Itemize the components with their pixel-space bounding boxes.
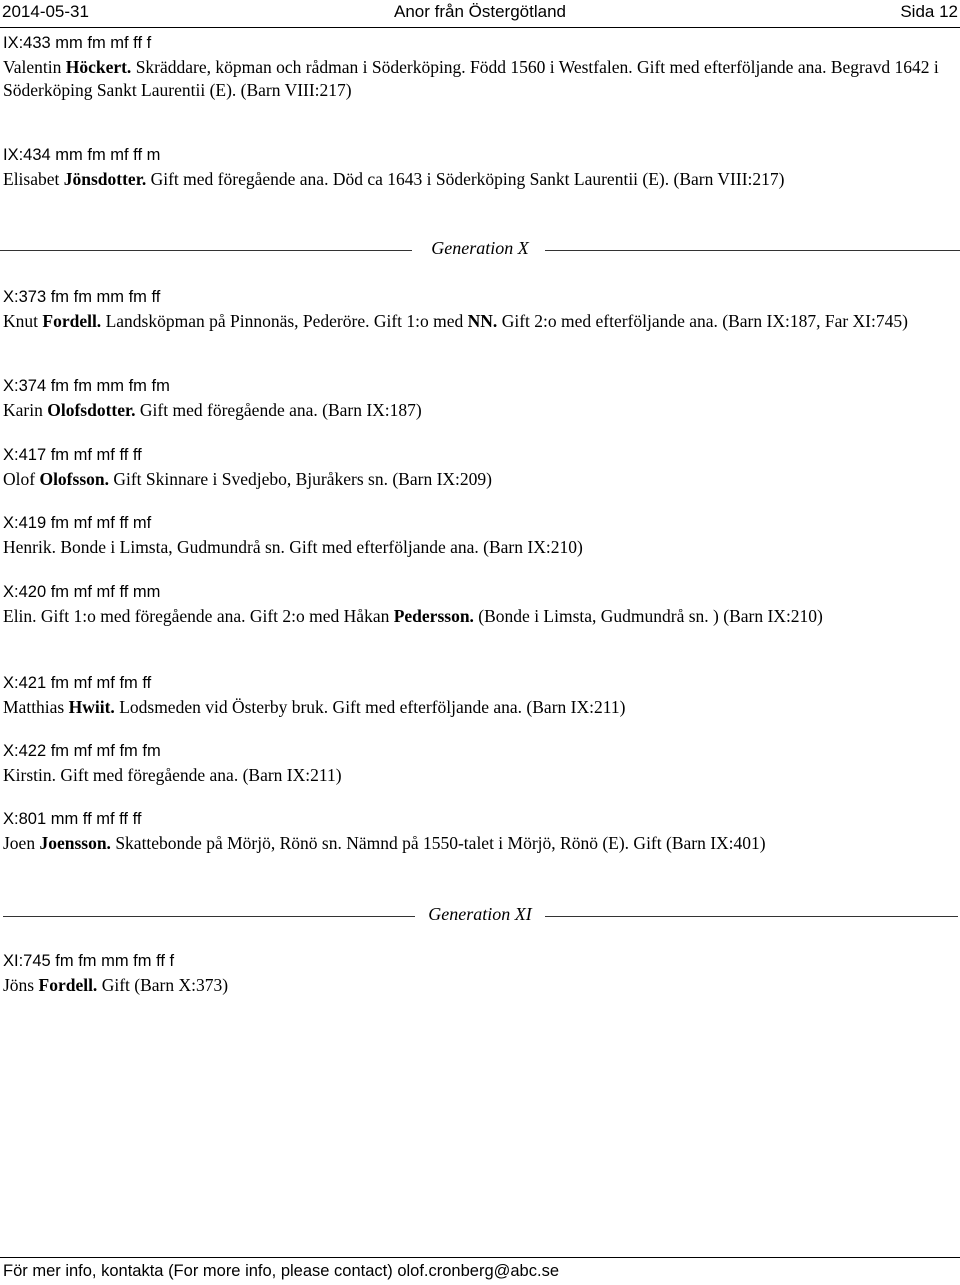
header-date: 2014-05-31 (2, 2, 89, 21)
ancestor-text: Jöns Fordell. Gift (Barn X:373) (3, 975, 229, 995)
ancestor-entry (3, 144, 958, 191)
ancestor-surname: NN. (467, 311, 498, 331)
ancestor-entry (3, 32, 958, 102)
ancestor-text: Knut Fordell. Landsköpman på Pinnonäs, Pederöre. Gift 1:o med NN. Gift 2:o med efterföljande ana. (Barn IX:187, Far XI:745) (3, 311, 908, 331)
ancestor-entry (3, 286, 958, 333)
header-page-number: Sida 12 (900, 2, 958, 21)
ancestor-text: Valentin Höckert. Skräddare, köpman och rådman i Söderköping. Född 1560 i Westfalen. Gift med efterföljande ana. Begravd 1642 i Söderköping Sankt Laurentii (E). (Barn VIII:217) (3, 57, 939, 100)
ancestor-text: Kirstin. Gift med föregående ana. (Barn IX:211) (3, 765, 342, 785)
ancestor-text: Joen Joensson. Skattebonde på Mörjö, Rönö sn. Nämnd på 1550-talet i Mörjö, Rönö (E). Gift (Barn IX:401) (3, 833, 766, 853)
ancestor-code: X:417 fm mf mf ff ff (3, 446, 142, 464)
ancestor-entry (3, 672, 958, 719)
ancestor-surname: Jönsdotter. (63, 169, 147, 189)
ancestor-surname: Fordell. (42, 311, 102, 331)
ancestor-entry (3, 444, 958, 491)
ancestor-entry (3, 740, 958, 787)
ancestor-text: Henrik. Bonde i Limsta, Gudmundrå sn. Gift med efterföljande ana. (Barn IX:210) (3, 537, 583, 557)
divider-line (545, 916, 958, 917)
ancestor-code: X:801 mm ff mf ff ff (3, 810, 142, 828)
ancestor-surname: Olofsdotter. (47, 400, 136, 420)
ancestor-text: Elisabet Jönsdotter. Gift med föregående ana. Död ca 1643 i Söderköping Sankt Laurentii (E). (Barn VIII:217) (3, 169, 785, 189)
ancestor-code: X:373 fm fm mm fm ff (3, 288, 161, 306)
footer-rule (0, 1257, 960, 1258)
ancestor-code: X:374 fm fm mm fm fm (3, 377, 170, 395)
divider-line (545, 250, 960, 251)
ancestor-surname: Pedersson. (393, 606, 474, 626)
ancestor-code: X:422 fm mf mf fm fm (3, 742, 161, 760)
header-title: Anor från Östergötland (394, 2, 566, 21)
ancestor-surname: Fordell. (38, 975, 98, 995)
page-footer: För mer info, kontakta (For more info, please contact) olof.cronberg@abc.se (3, 1262, 559, 1280)
ancestor-text: Elin. Gift 1:o med föregående ana. Gift 2:o med Håkan Pedersson. (Bonde i Limsta, Gudmundrå sn. ) (Barn IX:210) (3, 606, 823, 626)
ancestor-entry (3, 808, 958, 855)
ancestor-surname: Höckert. (65, 57, 132, 77)
ancestor-code: X:420 fm mf mf ff mm (3, 583, 161, 601)
ancestor-text: Karin Olofsdotter. Gift med föregående ana. (Barn IX:187) (3, 400, 422, 420)
ancestor-code: X:419 fm mf mf ff mf (3, 514, 152, 532)
ancestor-entry (3, 375, 958, 422)
ancestor-code: XI:745 fm fm mm fm ff f (3, 952, 175, 970)
ancestor-text: Matthias Hwiit. Lodsmeden vid Österby bruk. Gift med efterföljande ana. (Barn IX:211) (3, 697, 626, 717)
ancestor-entry (3, 950, 958, 997)
ancestor-code: X:421 fm mf mf fm ff (3, 674, 152, 692)
generation-label: Generation X (431, 238, 529, 258)
ancestor-entry (3, 512, 958, 559)
ancestor-surname: Hwiit. (68, 697, 115, 717)
ancestor-surname: Olofsson. (39, 469, 109, 489)
ancestor-code: IX:433 mm fm mf ff f (3, 34, 152, 52)
ancestor-text: Olof Olofsson. Gift Skinnare i Svedjebo, Bjuråkers sn. (Barn IX:209) (3, 469, 492, 489)
generation-divider (0, 238, 960, 264)
ancestor-surname: Joensson. (39, 833, 111, 853)
generation-label: Generation XI (428, 904, 532, 924)
generation-divider (0, 904, 960, 930)
page-header (0, 0, 960, 28)
ancestor-code: IX:434 mm fm mf ff m (3, 146, 161, 164)
ancestor-entry (3, 581, 958, 628)
